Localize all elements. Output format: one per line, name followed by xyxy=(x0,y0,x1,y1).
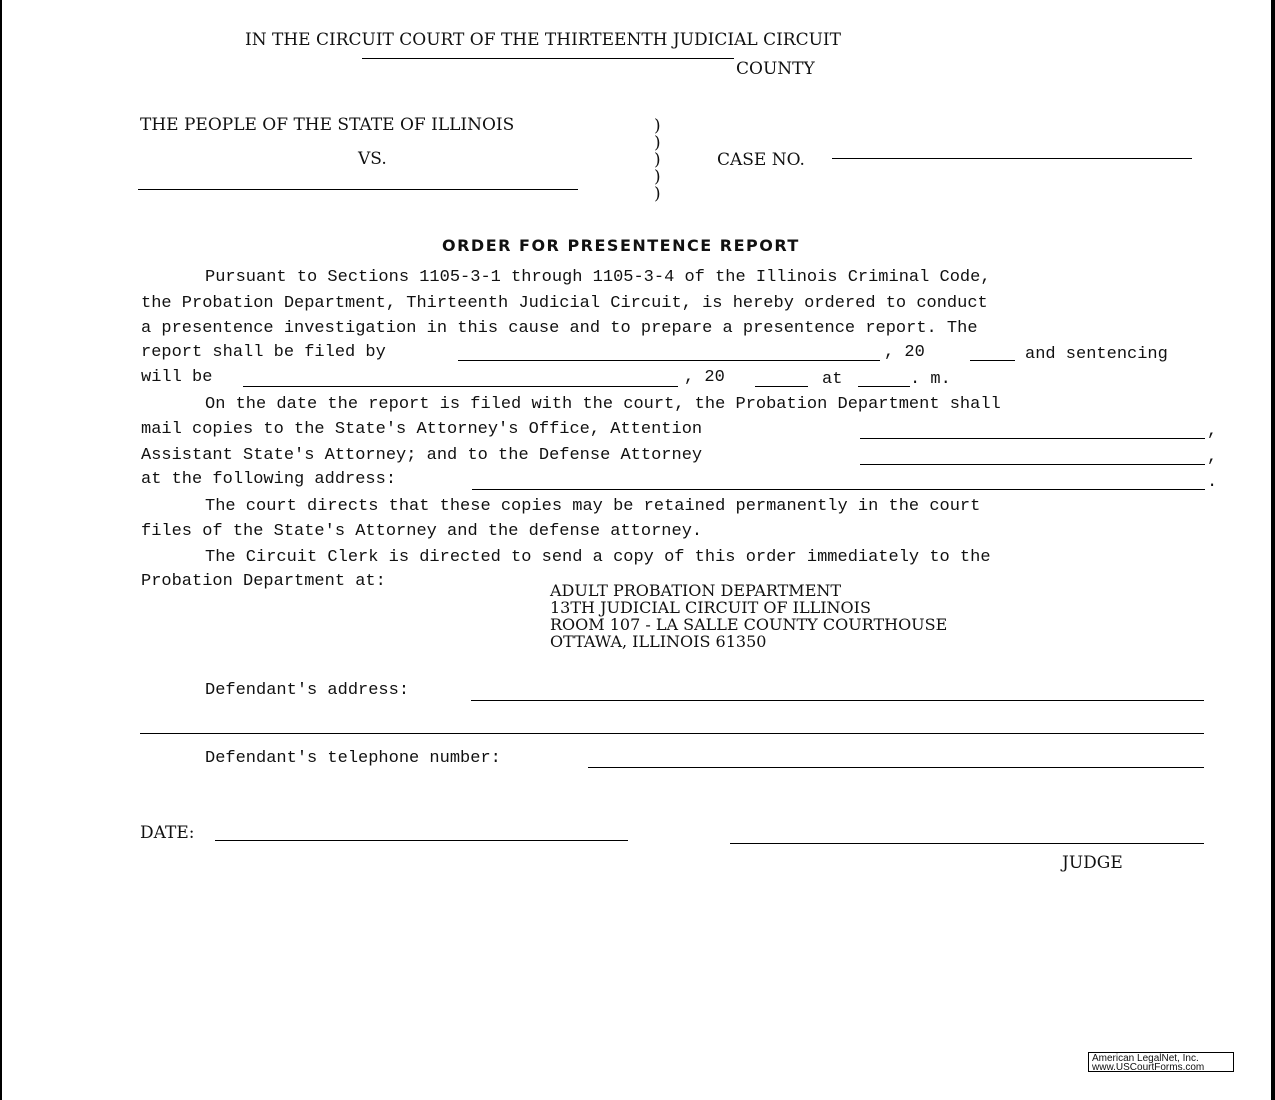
sentencing-year-field[interactable] xyxy=(755,386,808,387)
case-number-field[interactable] xyxy=(832,158,1192,159)
body-line: mail copies to the State's Attorney's Office, Attention xyxy=(141,420,703,439)
period: . xyxy=(1207,473,1218,492)
caption-paren: ) xyxy=(654,184,661,204)
probation-address-line: ROOM 107 - LA SALLE COUNTY COURTHOUSE xyxy=(550,615,948,634)
probation-address-line: 13TH JUDICIAL CIRCUIT OF ILLINOIS xyxy=(550,598,871,617)
body-line: at the following address: xyxy=(141,470,397,489)
body-line: will be xyxy=(141,368,213,387)
body-line: and sentencing xyxy=(1025,345,1168,364)
scan-border-right xyxy=(1271,0,1275,1100)
plaintiff-name: THE PEOPLE OF THE STATE OF ILLINOIS xyxy=(140,115,515,135)
caption-paren: ) xyxy=(654,150,661,170)
body-line: at xyxy=(822,370,843,389)
year-prefix: , 20 xyxy=(684,368,725,387)
body-line: report shall be filed by xyxy=(141,343,386,362)
date-label: DATE: xyxy=(140,823,195,843)
sentencing-time-field[interactable] xyxy=(858,386,910,387)
probation-address-line: OTTAWA, ILLINOIS 61350 xyxy=(550,632,767,651)
publisher-badge xyxy=(1088,1052,1234,1072)
caption-paren: ) xyxy=(654,116,661,136)
body-line: Probation Department at: xyxy=(141,572,386,591)
comma: , xyxy=(1207,422,1218,441)
body-line: On the date the report is filed with the court, the Probation Department shall xyxy=(205,395,1001,414)
county-label: COUNTY xyxy=(736,59,815,79)
defense-attorney-field[interactable] xyxy=(860,464,1205,465)
caption-paren: ) xyxy=(654,133,661,153)
county-name-field[interactable] xyxy=(362,58,734,59)
judge-label: JUDGE xyxy=(1062,853,1123,873)
defendant-address-field[interactable] xyxy=(471,700,1204,701)
publisher-url: www.USCourtForms.com xyxy=(1092,1062,1205,1073)
body-line: Assistant State's Attorney; and to the Defense Attorney xyxy=(141,446,703,465)
document-title: ORDER FOR PRESENTENCE REPORT xyxy=(442,236,800,255)
caption-paren: ) xyxy=(654,167,661,187)
assistant-attorney-field[interactable] xyxy=(860,438,1205,439)
scan-border-left xyxy=(0,0,2,1100)
report-filed-year-field[interactable] xyxy=(970,360,1015,361)
year-prefix: , 20 xyxy=(884,343,925,362)
body-line: Pursuant to Sections 1105-3-1 through 1105-3-4 of the Illinois Criminal Code, xyxy=(205,268,991,287)
defendant-address-field-2[interactable] xyxy=(140,733,1204,734)
body-line: a presentence investigation in this cause and to prepare a presentence report. The xyxy=(141,319,978,338)
probation-address-line: ADULT PROBATION DEPARTMENT xyxy=(550,581,842,600)
defendant-phone-label: Defendant's telephone number: xyxy=(205,749,501,768)
sentencing-date-field[interactable] xyxy=(243,386,678,387)
comma: , xyxy=(1207,448,1218,467)
body-line: . m. xyxy=(910,370,951,389)
defense-attorney-address-field[interactable] xyxy=(472,489,1205,490)
body-line: The court directs that these copies may be retained permanently in the court xyxy=(205,497,981,516)
versus-label: VS. xyxy=(358,149,387,169)
body-line: The Circuit Clerk is directed to send a copy of this order immediately to the xyxy=(205,548,991,567)
body-line: files of the State's Attorney and the defense attorney. xyxy=(141,522,703,541)
report-filed-date-field[interactable] xyxy=(458,360,880,361)
case-number-label: CASE NO. xyxy=(717,150,805,170)
defendant-phone-field[interactable] xyxy=(588,767,1204,768)
defendant-address-label: Defendant's address: xyxy=(205,681,410,700)
defendant-name-field[interactable] xyxy=(138,189,578,190)
body-line: the Probation Department, Thirteenth Judicial Circuit, is hereby ordered to conduct xyxy=(141,294,988,313)
date-field[interactable] xyxy=(215,840,628,841)
court-heading: IN THE CIRCUIT COURT OF THE THIRTEENTH JUDICIAL CIRCUIT xyxy=(245,30,841,50)
publisher-name: American LegalNet, Inc. xyxy=(1092,1053,1199,1064)
judge-signature-field[interactable] xyxy=(730,843,1204,844)
